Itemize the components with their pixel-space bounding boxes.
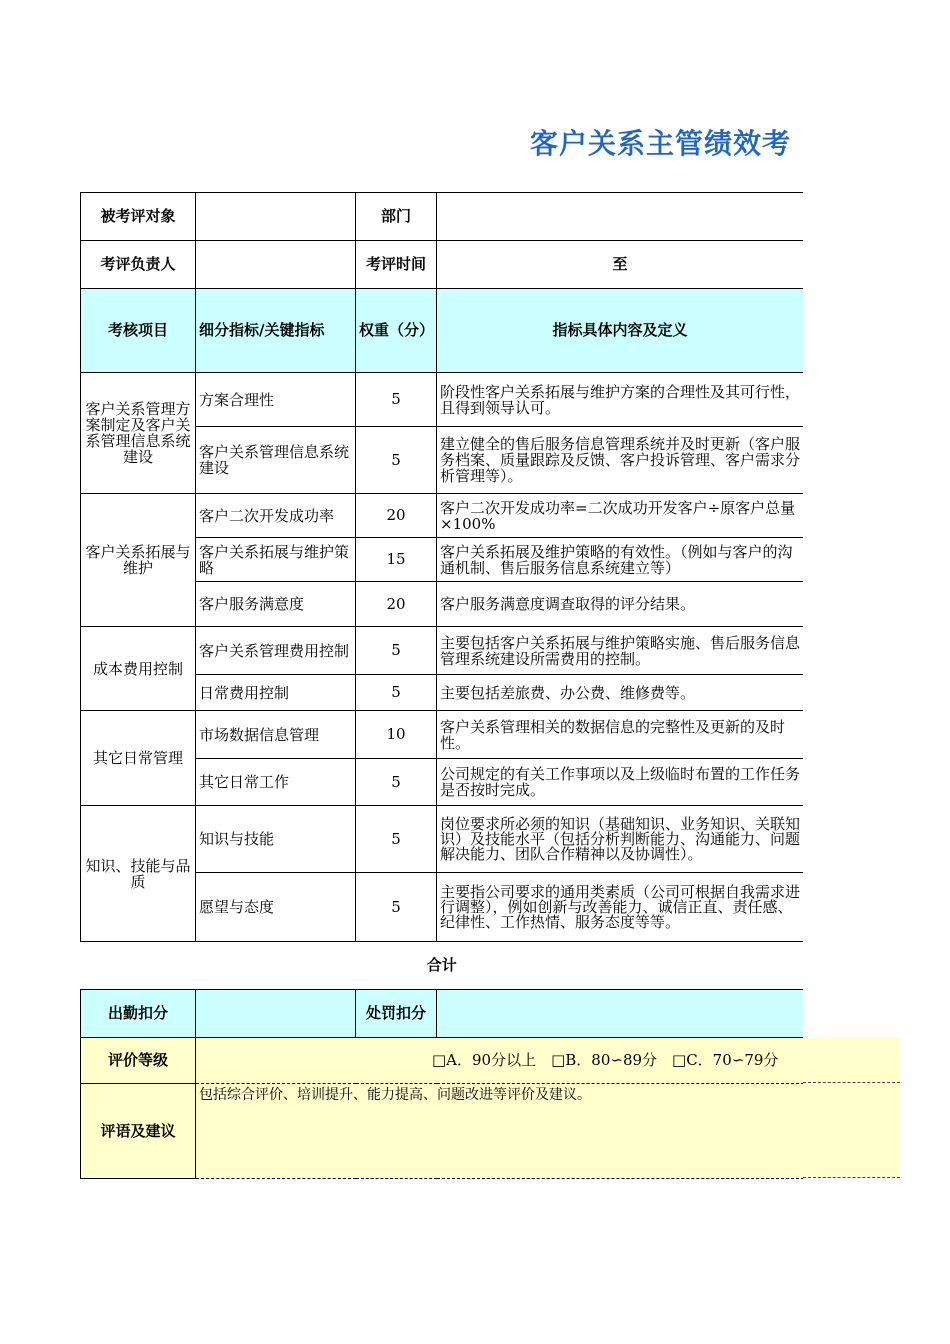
penalty-input[interactable]: [437, 990, 804, 1038]
col-indicator: 细分指标/关键指标: [196, 289, 356, 373]
period-value[interactable]: 至: [437, 241, 804, 289]
grade-overflow-fill: [803, 1037, 900, 1178]
indicator-cell: 市场数据信息管理: [196, 711, 356, 759]
weight-cell: 5: [356, 806, 437, 873]
definition-cell: 建立健全的售后服务信息管理系统并及时更新（客户服务档案、质量跟踪及反馈、客户投诉管理、客户需求分析管理等）。: [437, 427, 804, 494]
penalty-label: 处罚扣分: [356, 990, 437, 1038]
table-row: [81, 494, 804, 538]
definition-cell: 客户关系拓展及维护策略的有效性。（例如与客户的沟通机制、售后服务信息系统建立等）: [437, 538, 804, 582]
definition-cell: 公司规定的有关工作事项以及上级临时布置的工作任务是否按时完成。: [437, 759, 804, 806]
definition-cell: 主要包括客户关系拓展与维护策略实施、售后服务信息管理系统建设所需费用的控制。: [437, 627, 804, 675]
header-row-evaluator: [81, 241, 804, 289]
department-label: 部门: [356, 193, 437, 241]
indicator-cell: 客户关系管理信息系统建设: [196, 427, 356, 494]
weight-cell: 5: [356, 427, 437, 494]
comment-row: [81, 1084, 804, 1179]
comment-label: 评语及建议: [81, 1084, 196, 1179]
evaluator-label: 考评负责人: [81, 241, 196, 289]
weight-cell: 5: [356, 873, 437, 942]
evaluation-table: [80, 192, 803, 1179]
table-row: [81, 711, 804, 759]
deduction-row: [81, 990, 804, 1038]
group-name: 客户关系拓展与维护: [81, 494, 196, 627]
definition-cell: 主要指公司要求的通用类素质（公司可根据自我需求进行调整），例如创新与改善能力、诚信正直、责任感、纪律性、工作热情、服务态度等等。: [437, 873, 804, 942]
definition-cell: 客户二次开发成功率=二次成功开发客户÷原客户总量×100%: [437, 494, 804, 538]
group-name: 客户关系管理方案制定及客户关系管理信息系统建设: [81, 373, 196, 494]
evaluatee-input[interactable]: [196, 193, 356, 241]
indicator-cell: 其它日常工作: [196, 759, 356, 806]
attendance-input[interactable]: [196, 990, 356, 1038]
total-label: 合计: [81, 942, 804, 990]
indicator-cell: 客户服务满意度: [196, 582, 356, 627]
page-title: 客户关系主管绩效考: [530, 127, 792, 160]
definition-cell: 岗位要求所必须的知识（基础知识、业务知识、关联知识）及技能水平（包括分析判断能力、沟通能力、问题解决能力、团队合作精神以及协调性）。: [437, 806, 804, 873]
definition-cell: 客户服务满意度调查取得的评分结果。: [437, 582, 804, 627]
indicator-cell: 日常费用控制: [196, 675, 356, 711]
weight-cell: 20: [356, 582, 437, 627]
group-name: 成本费用控制: [81, 627, 196, 711]
group-name: 其它日常管理: [81, 711, 196, 806]
attendance-label: 出勤扣分: [81, 990, 196, 1038]
header-row-evaluatee: [81, 193, 804, 241]
col-weight: 权重（分）: [356, 289, 437, 373]
comment-input[interactable]: 包括综合评价、培训提升、能力提高、问题改进等评价及建议。: [196, 1084, 804, 1179]
table-row: [81, 806, 804, 873]
table-row: [81, 627, 804, 675]
total-row: [81, 942, 804, 990]
indicator-cell: 客户关系拓展与维护策略: [196, 538, 356, 582]
weight-cell: 5: [356, 373, 437, 427]
definition-cell: 阶段性客户关系拓展与维护方案的合理性及其可行性，且得到领导认可。: [437, 373, 804, 427]
col-item: 考核项目: [81, 289, 196, 373]
column-header-row: [81, 289, 804, 373]
col-definition: 指标具体内容及定义: [437, 289, 804, 373]
period-label: 考评时间: [356, 241, 437, 289]
weight-cell: 15: [356, 538, 437, 582]
weight-cell: 5: [356, 627, 437, 675]
department-input[interactable]: [437, 193, 804, 241]
grade-dashed-line: [803, 1082, 900, 1083]
weight-cell: 20: [356, 494, 437, 538]
evaluation-sheet: [80, 192, 803, 1180]
indicator-cell: 客户关系管理费用控制: [196, 627, 356, 675]
weight-cell: 5: [356, 759, 437, 806]
indicator-cell: 方案合理性: [196, 373, 356, 427]
evaluator-input[interactable]: [196, 241, 356, 289]
definition-cell: 主要包括差旅费、办公费、维修费等。: [437, 675, 804, 711]
definition-cell: 客户关系管理相关的数据信息的完整性及更新的及时性。: [437, 711, 804, 759]
indicator-cell: 客户二次开发成功率: [196, 494, 356, 538]
indicator-cell: 愿望与态度: [196, 873, 356, 942]
grade-label: 评价等级: [81, 1038, 196, 1084]
group-name: 知识、技能与品质: [81, 806, 196, 942]
weight-cell: 10: [356, 711, 437, 759]
grade-options[interactable]: □A．90分以上 □B．80∽89分 □C．70∽79分: [196, 1038, 804, 1084]
evaluatee-label: 被考评对象: [81, 193, 196, 241]
table-row: [81, 373, 804, 427]
weight-cell: 5: [356, 675, 437, 711]
grade-row: [81, 1038, 804, 1084]
comment-dashed-line: [803, 1177, 900, 1178]
page-title-area: [0, 118, 803, 164]
indicator-cell: 知识与技能: [196, 806, 356, 873]
